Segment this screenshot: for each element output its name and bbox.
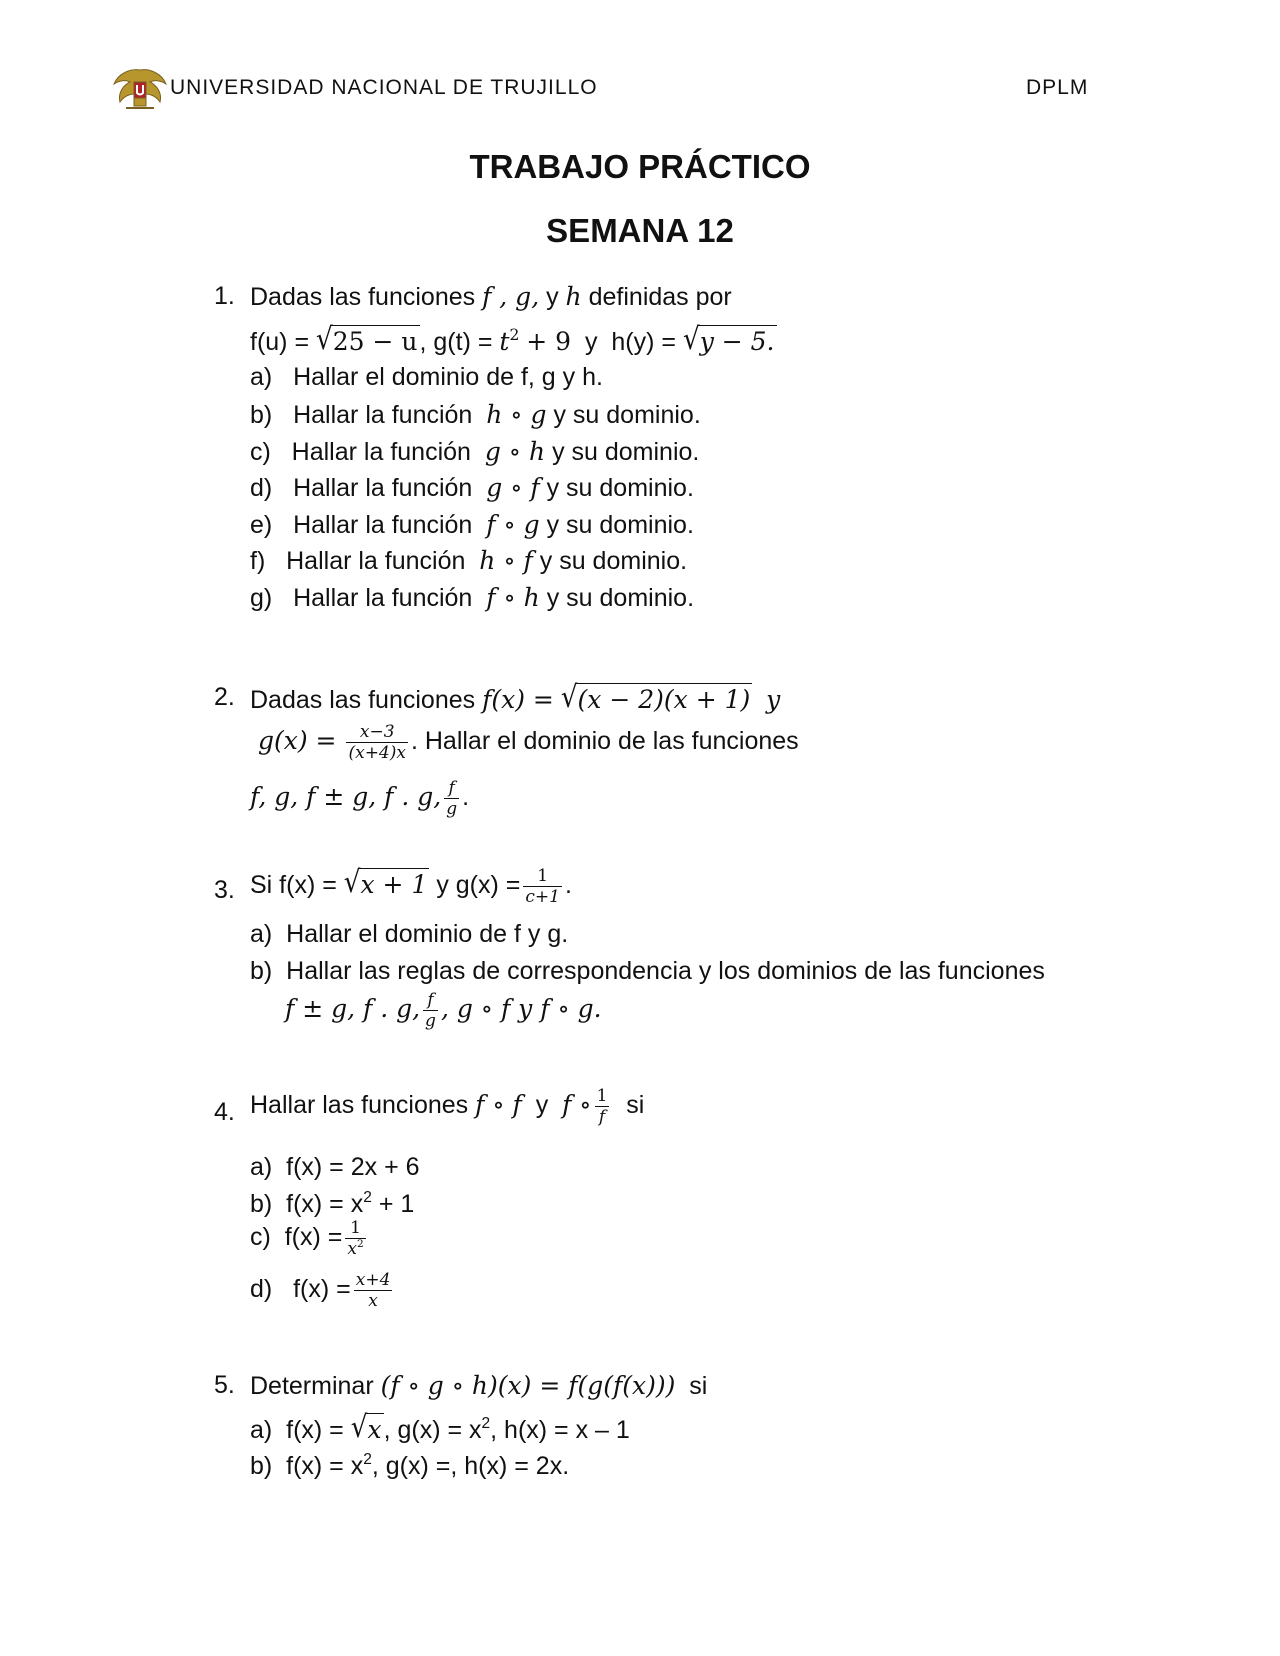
university-logo [112, 66, 168, 112]
sqrt-symbol: √(x − 2)(x + 1) [560, 680, 751, 715]
question-number: 4. [214, 1098, 235, 1126]
question-2-intro: Dadas las funciones f(x) = √(x − 2)(x + 1) y [250, 680, 781, 715]
question-2-function-list: f, g, f ± g, f . g, $\frac{f}{g}$ . [250, 778, 470, 819]
question-1-item-e: e) Hallar la función f ∘ g y su dominio. [250, 510, 694, 539]
question-3-item-a: a) Hallar el dominio de f y g. [250, 920, 569, 948]
page-title: TRABAJO PRÁCTICO [469, 148, 811, 185]
question-1-item-f: f) Hallar la función h ∘ f y su dominio. [250, 546, 688, 575]
sqrt-symbol: √y − 5. [682, 322, 775, 357]
question-number: 5. [214, 1371, 235, 1399]
sqrt-symbol: √x [350, 1410, 382, 1445]
question-1-item-a: a) Hallar el dominio de f, g y h. [250, 363, 603, 391]
question-5-item-a: a) f(x) = √x, $g(x) = x^2$, h(x) = x – 1 [250, 1410, 630, 1445]
question-3-definitions: Si f(x) = √x + 1 y g(x) = $\frac{1}{c+1}$ . [250, 865, 572, 907]
question-1-item-b: b) Hallar la función h ∘ g y su dominio. [250, 400, 701, 429]
department-code: DPLM [1026, 76, 1089, 99]
sqrt-symbol: √x + 1 [343, 865, 428, 901]
question-3-item-b-expression: f ± g, f . g, $\frac{f}{g}$ , g ∘ f y f ∘ g. [285, 990, 602, 1031]
sqrt-symbol: √25 − u [316, 322, 418, 357]
question-2-g-definition: g(x) = $\frac{x-3}{(x+4)x}$ . Hallar el dominio de las funciones [258, 722, 799, 763]
page-subtitle: SEMANA 12 [546, 212, 734, 249]
question-number: 2. [214, 683, 235, 711]
question-3-item-b: b) Hallar las reglas de correspondencia y los dominios de las funciones [250, 957, 1045, 985]
question-1-intro: Dadas las funciones f , g, y h definidas por [250, 282, 732, 311]
question-1-item-c: c) Hallar la función g ∘ h y su dominio. [250, 437, 700, 466]
question-5-item-b: b) $f(x) = x^2$, g(x) =, h(x) = 2x. [250, 1450, 570, 1480]
question-number: 1. [214, 282, 235, 310]
university-name: UNIVERSIDAD NACIONAL DE TRUJILLO [170, 76, 598, 99]
question-4-item-c: c) f(x) = $\frac{1}{x^2}$ [250, 1218, 364, 1259]
question-5-intro: Determinar (f ∘ g ∘ h)(x) = f(g(f(x))) si [250, 1371, 708, 1400]
question-1-definitions: f(u) = √25 − u, $g(t) = t^2 + 9$ y h(y) = √y − 5. [250, 322, 775, 357]
question-1-item-g: g) Hallar la función f ∘ h y su dominio. [250, 583, 695, 612]
question-4-item-d: d) f(x) = $\frac{x+4}{x}$ [250, 1270, 391, 1311]
question-4-item-b: b) $f(x) = x^2 + 1$ [250, 1188, 415, 1218]
question-1-item-d: d) Hallar la función g ∘ f y su dominio. [250, 473, 694, 502]
question-4-intro: Hallar las funciones f ∘ f y f ∘ $\frac{1}{f}$ si [250, 1086, 645, 1127]
question-4-item-a: a) f(x) = 2x + 6 [250, 1153, 420, 1181]
question-number: 3. [214, 876, 235, 904]
